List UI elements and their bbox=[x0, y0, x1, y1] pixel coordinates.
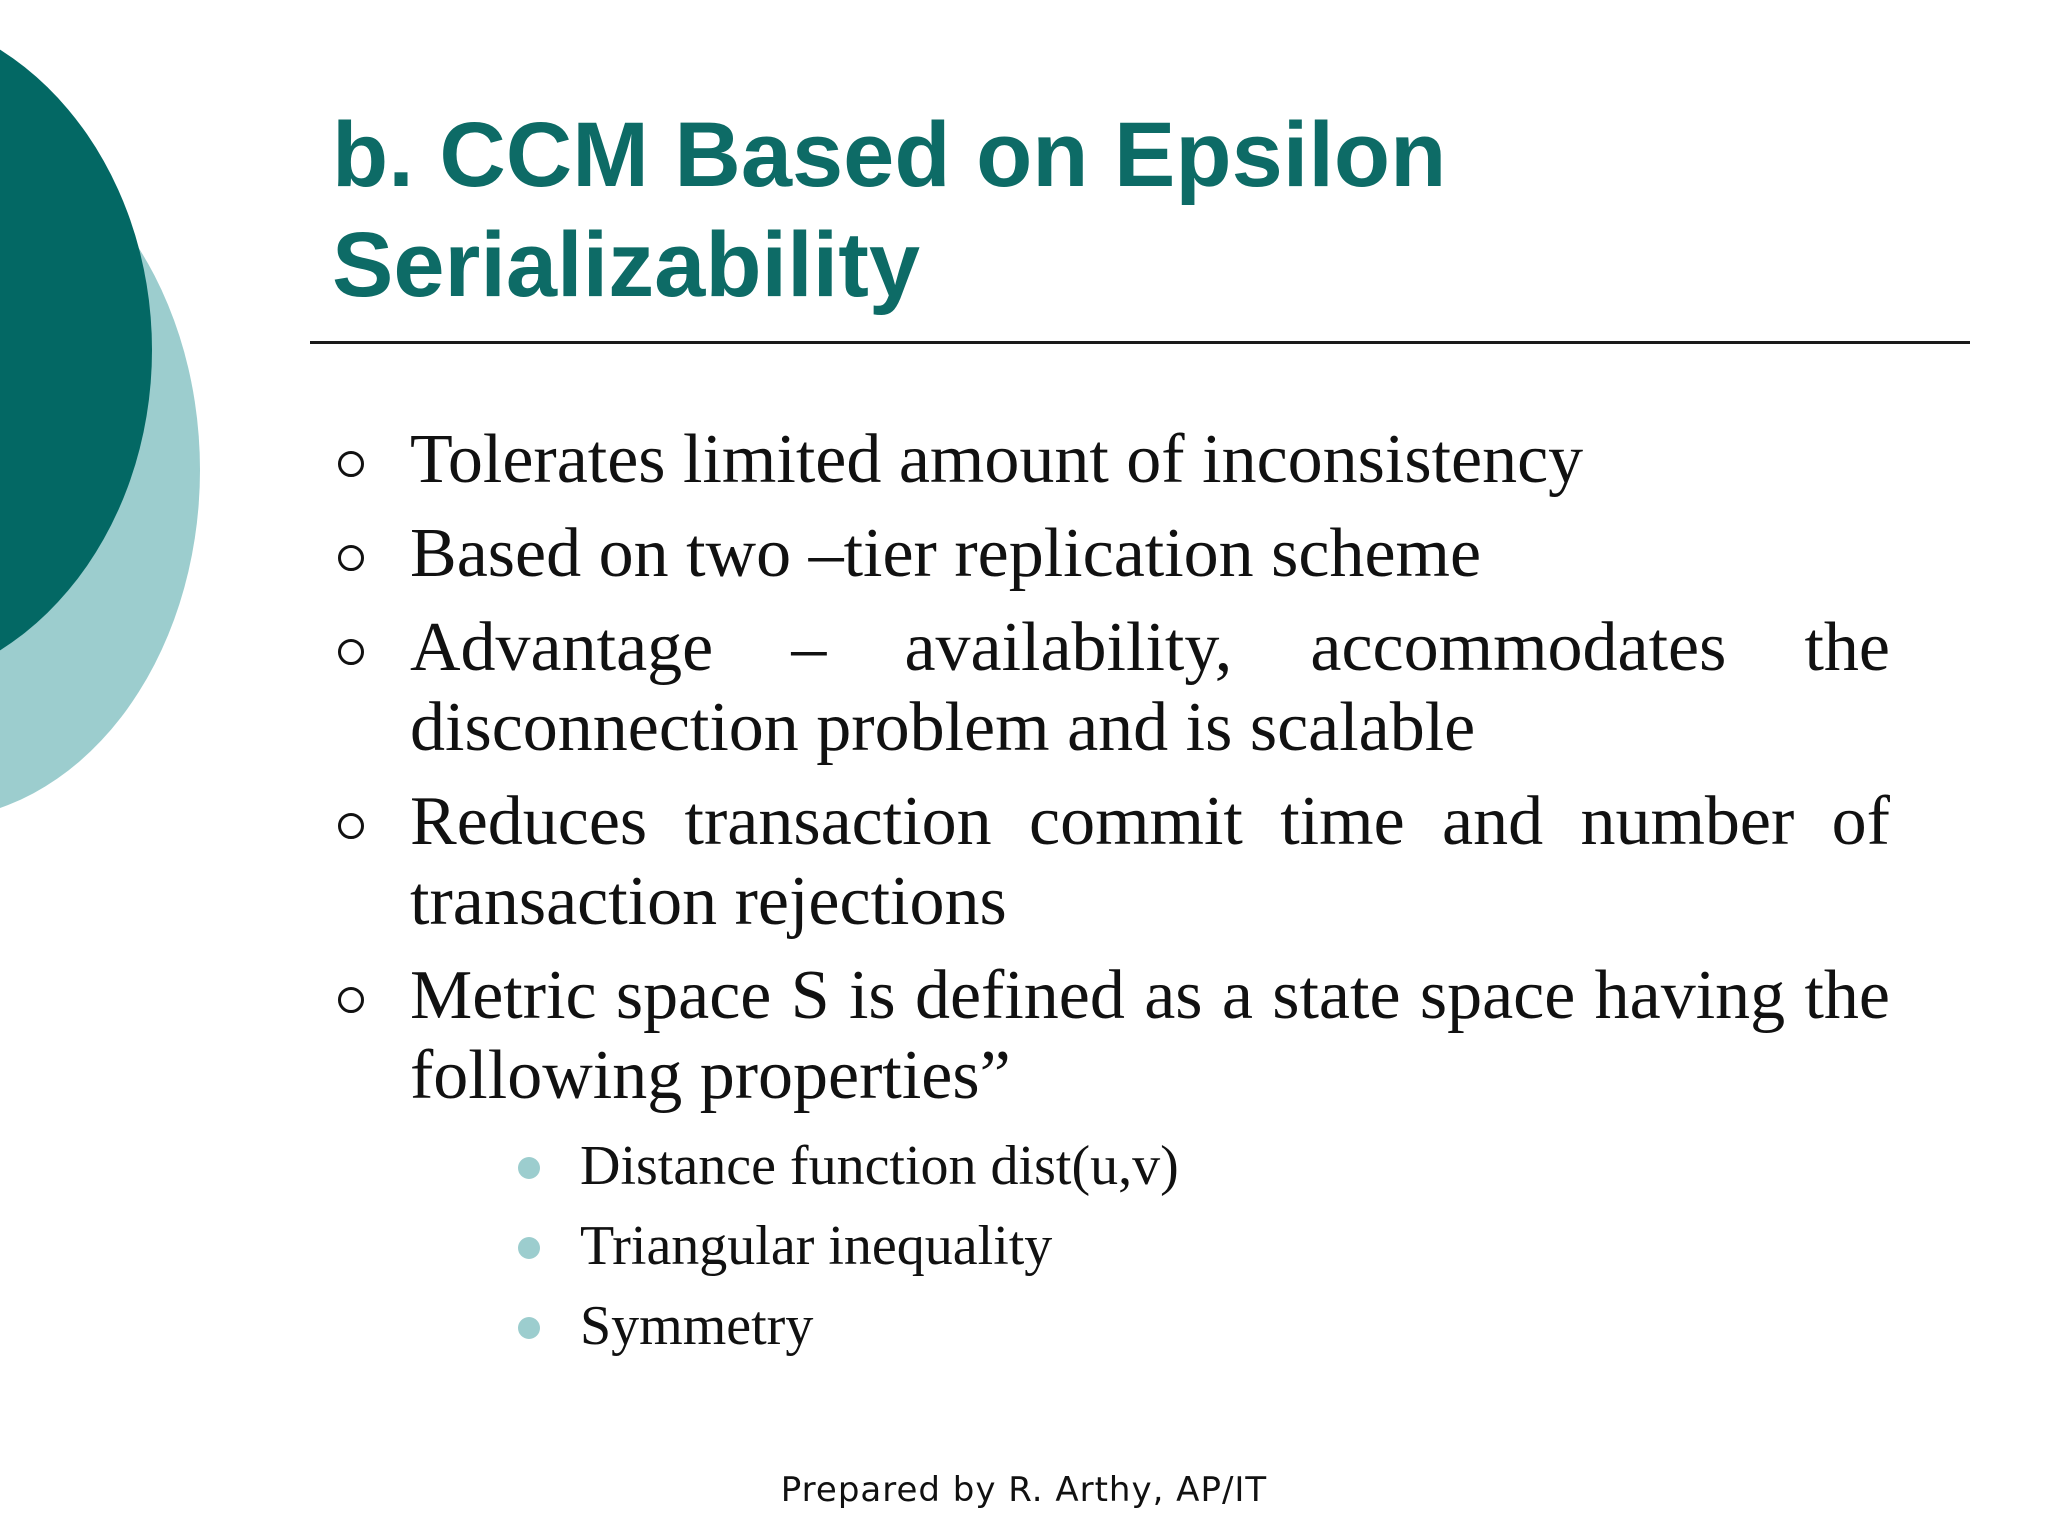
hollow-circle-bullet-icon bbox=[338, 639, 364, 665]
bullet-text: Metric space S is defined as a state space having the following properties” bbox=[410, 957, 1890, 1114]
hollow-circle-bullet-icon bbox=[338, 987, 364, 1013]
bullet-text: Advantage – availability, accommodates the disconnection problem and is scalable bbox=[410, 609, 1890, 766]
title-divider bbox=[310, 341, 1970, 344]
slide-title-line-2: Serializability bbox=[332, 214, 921, 316]
hollow-circle-bullet-icon bbox=[338, 813, 364, 839]
filled-circle-bullet-icon bbox=[518, 1317, 540, 1339]
sub-bullet-text: Triangular inequality bbox=[580, 1215, 1053, 1277]
bullet-item bbox=[330, 782, 1890, 942]
bullet-text: Based on two –tier replication scheme bbox=[410, 515, 1482, 592]
filled-circle-bullet-icon bbox=[518, 1237, 540, 1259]
slide-title bbox=[332, 100, 1932, 320]
bullet-text: Tolerates limited amount of inconsistency bbox=[410, 421, 1584, 498]
bullet-list bbox=[330, 420, 1890, 1380]
sub-bullet-text: Distance function dist(u,v) bbox=[580, 1135, 1179, 1197]
sub-bullet-item bbox=[410, 1206, 1890, 1286]
bullet-item bbox=[330, 420, 1890, 500]
hollow-circle-bullet-icon bbox=[338, 545, 364, 571]
sub-bullet-list bbox=[410, 1126, 1890, 1366]
bullet-text: Reduces transaction commit time and number of transaction rejections bbox=[410, 783, 1890, 940]
sub-bullet-item bbox=[410, 1286, 1890, 1366]
slide-footer: Prepared by R. Arthy, AP/IT bbox=[780, 1470, 1268, 1510]
filled-circle-bullet-icon bbox=[518, 1157, 540, 1179]
bullet-item bbox=[330, 608, 1890, 768]
sub-bullet-item bbox=[410, 1126, 1890, 1206]
hollow-circle-bullet-icon bbox=[338, 451, 364, 477]
slide-title-line-1: b. CCM Based on Epsilon bbox=[332, 104, 1447, 206]
sub-bullet-text: Symmetry bbox=[580, 1295, 814, 1357]
bullet-item bbox=[330, 514, 1890, 594]
bullet-item bbox=[330, 956, 1890, 1366]
